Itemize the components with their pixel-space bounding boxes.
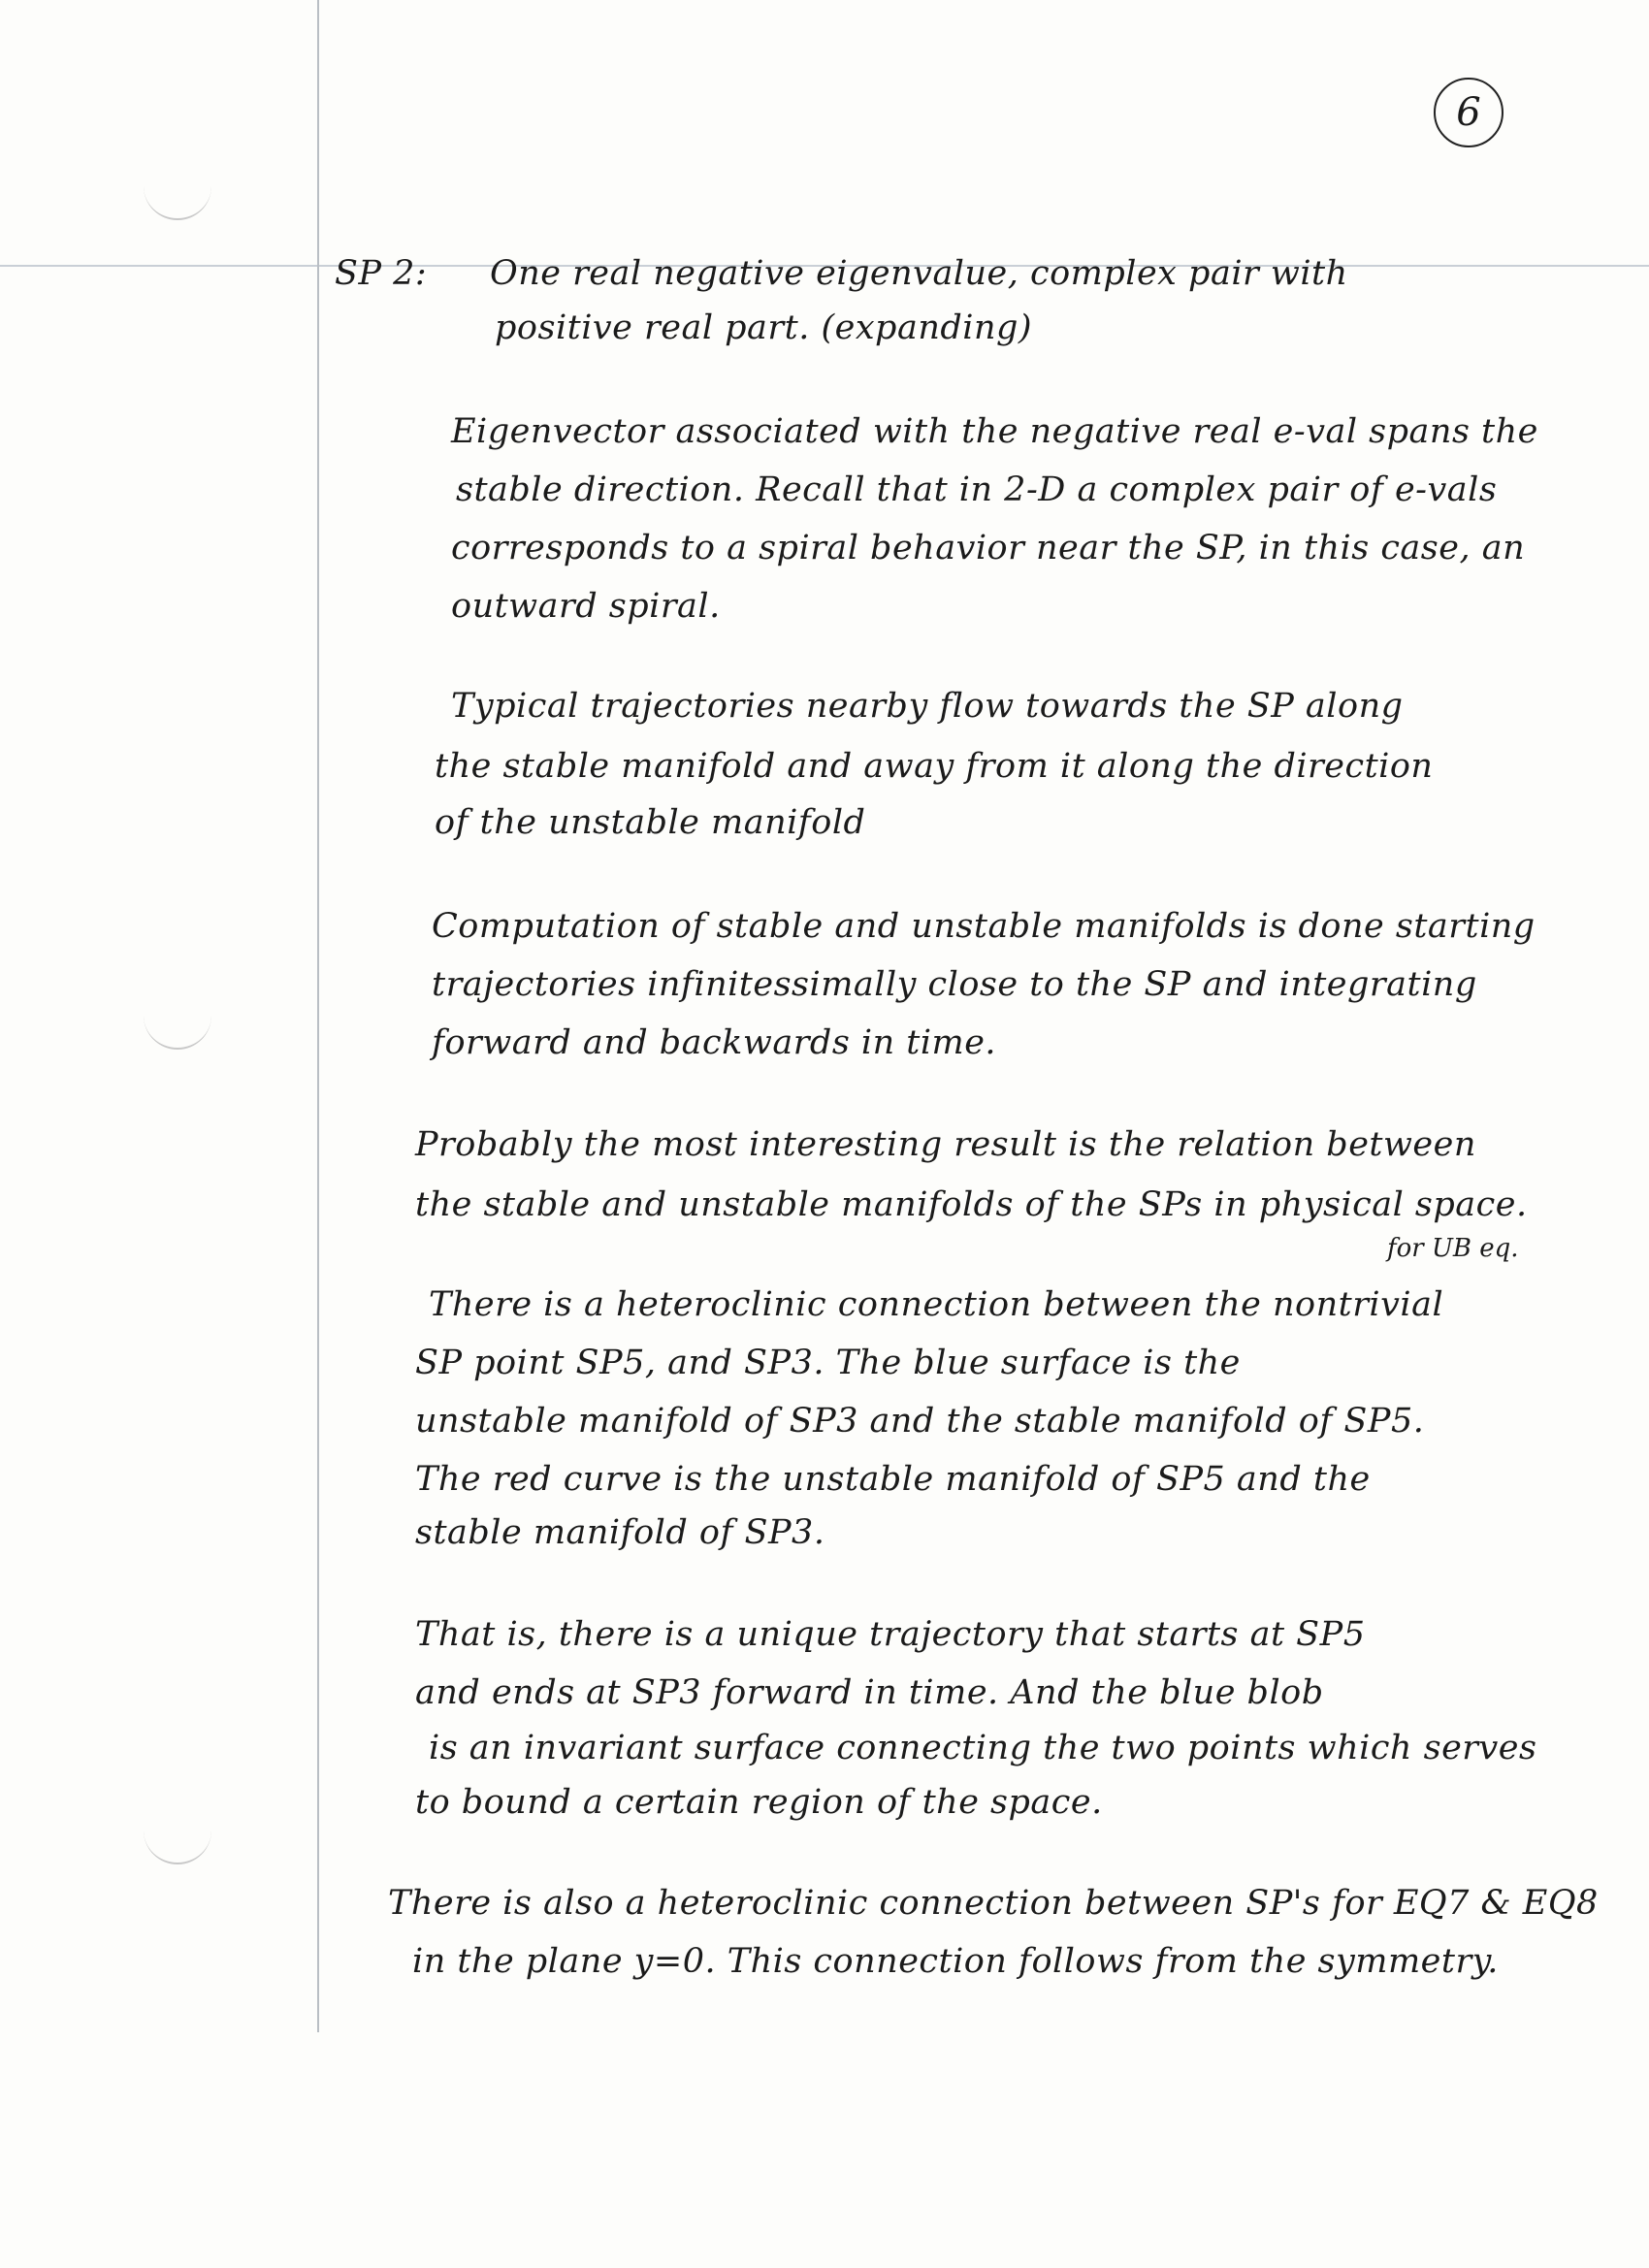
paragraph-4-line: the stable and unstable manifolds of the SPs in physical space. <box>415 1185 1528 1224</box>
paragraph-6-line: and ends at SP3 forward in time. And the blue blob <box>415 1673 1324 1712</box>
page-footer-area <box>0 2023 1649 2268</box>
page-number: 6 <box>1434 78 1504 147</box>
paragraph-7-line: in the plane y=0. This connection follows from the symmetry. <box>412 1942 1499 1981</box>
binder-hole-bottom <box>144 1824 211 1864</box>
paragraph-6-line: is an invariant surface connecting the two points which serves <box>429 1729 1537 1767</box>
paragraph-2-line: of the unstable manifold <box>435 803 866 842</box>
sp2-line: One real negative eigenvalue, complex pair with <box>490 254 1348 293</box>
paragraph-6-line: That is, there is a unique trajectory that starts at SP5 <box>415 1615 1366 1654</box>
paragraph-1-line: outward spiral. <box>451 587 721 626</box>
paragraph-1-line: stable direction. Recall that in 2-D a complex pair of e-vals <box>456 470 1498 509</box>
paragraph-4-line: Probably the most interesting result is the relation between <box>415 1125 1476 1164</box>
sp2-line: positive real part. (expanding) <box>495 308 1033 347</box>
paragraph-5-line: stable manifold of SP3. <box>415 1513 825 1552</box>
paragraph-3-line: Computation of stable and unstable manifolds is done starting <box>432 907 1536 946</box>
margin-line <box>317 0 319 2032</box>
paragraph-2-line: Typical trajectories nearby flow towards the SP along <box>451 687 1404 726</box>
paragraph-3-line: forward and backwards in time. <box>432 1023 997 1062</box>
paragraph-5-line: There is a heteroclinic connection between the nontrivial <box>429 1285 1444 1324</box>
paragraph-5-line: The red curve is the unstable manifold of SP5 and the <box>415 1460 1371 1499</box>
sp2-label: SP 2: <box>335 254 428 293</box>
paragraph-1-line: Eigenvector associated with the negative real e-val spans the <box>451 412 1538 451</box>
paragraph-2-line: the stable manifold and away from it along the direction <box>435 747 1434 786</box>
page-header-area <box>0 0 1649 217</box>
paragraph-7-line: There is also a heteroclinic connection between SP's for EQ7 & EQ8 <box>388 1884 1599 1923</box>
binder-hole-middle <box>144 1009 211 1050</box>
margin-note: for UB eq. <box>1387 1234 1519 1263</box>
paragraph-6-line: to bound a certain region of the space. <box>415 1783 1103 1822</box>
paragraph-5-line: SP point SP5, and SP3. The blue surface is the <box>415 1344 1241 1382</box>
paragraph-1-line: corresponds to a spiral behavior near the SP, in this case, an <box>451 529 1526 567</box>
paragraph-5-line: unstable manifold of SP3 and the stable manifold of SP5. <box>415 1402 1425 1441</box>
paragraph-3-line: trajectories infinitessimally close to the SP and integrating <box>432 965 1477 1004</box>
